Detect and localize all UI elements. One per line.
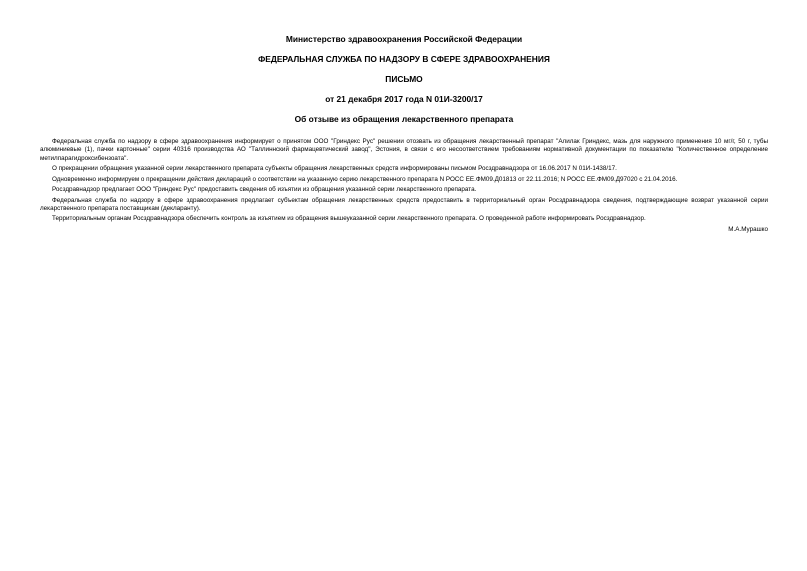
document-date-number: от 21 декабря 2017 года N 01И-3200/17 [325, 94, 483, 104]
paragraph-territorial-control: Территориальным органам Росздравнадзора обеспечить контроль за изъятием из обращения вышеуказанной серии лекарственного препарата. О проведенной работе информировать Росздравнадзор. [52, 215, 646, 223]
document-type: ПИСЬМО [385, 74, 423, 84]
document-subject: Об отзыве из обращения лекарственного препарата [294, 114, 514, 124]
paragraph-circulation-stop: О прекращении обращения указанной серии лекарственного препарата субъекты обращения лекарственных средств информированы письмом Росздравнадзора от 16.06.2017 N 01И-1438/17. [52, 165, 617, 173]
signature: М.А.Мурашко [728, 225, 768, 233]
document-page [40, 34, 768, 234]
paragraph-return-info: Федеральная служба по надзору в сфере здравоохранения предлагает субъектам обращения лекарственных средств предоставить в территориальный орган Росздравнадзора сведения, подтверждающие возврат указанной серии лекарственного препарата поставщикам (декларанту). [40, 196, 768, 212]
paragraph-recall-decision: Федеральная служба по надзору в сфере здравоохранения информирует о принятом ООО "Гриндекс Рус" решении отозвать из обращения лекарственный препарат "Алилак Гриндекс, мазь для наружного применения 10 мг/г, 50 г, тубы алюминиевые (1), пачки картонные" серии 40316 производства АО "Таллиннский фармацевтический завод", Эстония, в связи с его несоответствием требованиям нормативной документации по показателю "Количественное определение метилпарагидроксибензоата". [40, 138, 768, 162]
document-body [40, 138, 768, 224]
paragraph-withdrawal-info: Росздравнадзор предлагает ООО "Гриндекс Рус" предоставить сведения об изъятии из обращения указанной серии лекарственного препарата. [52, 186, 477, 194]
paragraph-declarations: Одновременно информируем о прекращении действия деклараций о соответствии на указанную серию лекарственного препарата N РОСС ЕЕ.ФМ09.Д01813 от 22.11.2016; N РОСС ЕЕ.ФМ09.Д97020 с 21.04.2016. [52, 175, 678, 183]
service-title: ФЕДЕРАЛЬНАЯ СЛУЖБА ПО НАДЗОРУ В СФЕРЕ ЗДРАВООХРАНЕНИЯ [258, 54, 550, 64]
ministry-title: Министерство здравоохранения Российской Федерации [285, 34, 523, 44]
